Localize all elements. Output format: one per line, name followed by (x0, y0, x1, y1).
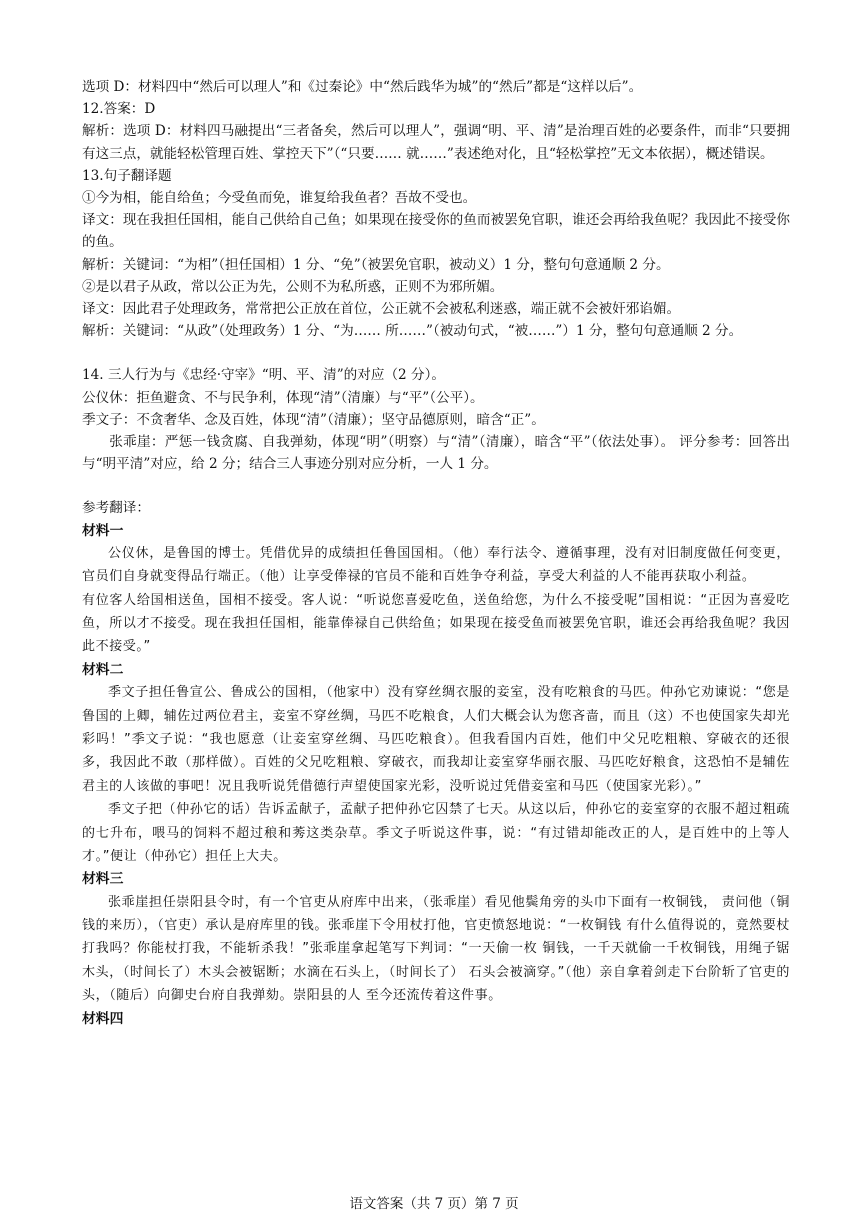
paragraph-spacer (82, 342, 790, 364)
paragraph: 张乖崖：严惩一钱贪腐、自我弹劾，体现“明”（明察）与“清”（清廉），暗含“平”（依法处事）。 评分参考：回答出与“明平清”对应，给 2 分；结合三人事迹分别对应分析，一人 1 分。 (82, 434, 790, 473)
paragraph-spacer (82, 475, 790, 497)
paragraph: 解析：关键词：“从政”（处理政务）1 分、“为…… 所……”（被动句式，“被……”）1 分，整句句意通顺 2 分。 (82, 323, 743, 340)
paragraph: 12.答案：D (82, 101, 156, 118)
translation-paragraph: 公仪休，是鲁国的博士。凭借优异的成绩担任鲁国国相。（他）奉行法令、遵循事理，没有对旧制度做任何变更，官员们自身就变得品行端正。（他）让享受俸禄的官员不能和百姓争夺利益，享受大利益的人不能再获取小利益。 (82, 545, 790, 585)
paragraph: 14. 三人行为与《忠经·守宰》“明、平、清”的对应（2 分）。 (82, 367, 445, 384)
paragraph: ①今为相，能自给鱼；今受鱼而免，谁复给我鱼者？吾故不受也。 (82, 190, 477, 207)
translation-paragraph: 季文子把（仲孙它的话）告诉孟献子，孟献子把仲孙它囚禁了七天。从这以后，仲孙它的妾室穿的衣服不超过粗疏的七升布，喂马的饲料不超过稂和莠这类杂草。季文子听说这件事，说：“有过错却能改正的人，是百姓中的上等人才。”便让（仲孙它）担任上大夫。 (82, 802, 790, 864)
paragraph: 解析：关键词：“为相”（担任国相）1 分、“免”（被罢免官职，被动义）1 分，整句句意通顺 2 分。 (82, 256, 670, 273)
material-heading: 材料一 (82, 522, 124, 539)
translation-paragraph: 有位客人给国相送鱼，国相不接受。客人说：“听说您喜爱吃鱼，送鱼给您，为什么不接受呢”国相说：“正因为喜爱吃鱼，所以才不接受。现在我担任国相，能靠俸禄自己供给鱼；如果现在接受鱼而被罢免官职，谁还会再给我鱼呢？我因此不接受。” (82, 592, 790, 655)
translation-paragraph: 季文子担任鲁宣公、鲁成公的国相，（他家中）没有穿丝绸衣服的妾室，没有吃粮食的马匹。仲孙它劝谏说：“您是鲁国的上卿，辅佐过两位君主，妾室不穿丝绸，马匹不吃粮食，人们大概会认为您吝啬，而且（这）不也使国家失却光彩吗！”季文子说：“我也愿意（让妾室穿丝绸、马匹吃粮食）。但我看国内百姓，他们中父兄吃粗粮、穿破衣的还很多，我因此不敢（那样做）。百姓的父兄吃粗粮、穿破衣，而我却让妾室穿华丽衣服、马匹吃好粮食，这恐怕不是辅佐君主的人该做的事吧！况且我听说凭借德行声望使国家光彩，没听说过凭借妾室和马匹（使国家光彩）。” (82, 685, 790, 794)
paragraph: 选项 D：材料四中“然后可以理人”和《过秦论》中“然后践华为城”的“然后”都是“这样以后”。 (82, 79, 643, 95)
paragraph: 译文：因此君子处理政务，常常把公正放在首位，公正就不会被私利迷惑，端正就不会被奸邪谄媚。 (82, 301, 681, 318)
material-heading: 材料三 (82, 871, 124, 888)
translation-paragraph: 张乖崖担任崇阳县令时，有一个官吏从府库中出来，（张乖崖）看见他鬓角旁的头巾下面有一枚铜钱， 责问他（铜钱的来历），（官吏）承认是府库里的钱。张乖崖下令用杖打他，官吏愤怒地说：“一枚铜钱 有什么值得说的，竟然要杖打我吗？你能杖打我，不能斩杀我！”张乖崖拿起笔写下判词：“一天偷一枚 铜钱，一千天就偷一千枚铜钱，用绳子锯木头，（时间长了）木头会被锯断；水滴在石头上，（时间长了） 石头会被滴穿。”（他）亲自拿着剑走下台阶斩了官吏的头，（随后）向御史台府自我弹劾。崇阳县的人 至今还流传着这件事。 (82, 894, 790, 1004)
material-heading: 材料四 (82, 1010, 124, 1027)
paragraph: 译文：现在我担任国相，能自己供给自己鱼；如果现在接受你的鱼而被罢免官职，谁还会再给我鱼呢？我因此不接受你的鱼。 (82, 212, 790, 251)
paragraph: ②是以君子从政，常以公正为先，公则不为私所惑，正则不为邪所媚。 (82, 278, 504, 295)
paragraph: 解析：选项 D：材料四马融提出“三者备矣，然后可以理人”，强调“明、平、清”是治理百姓的必要条件，而非“只要拥有这三点，就能轻松管理百姓、掌控天下”（“只要…… 就……”表述绝对化，且“轻松掌控”无文本依据），概述错误。 (82, 123, 790, 162)
section-label: 参考翻译： (82, 500, 150, 517)
paragraph: 公仪休：拒鱼避贪、不与民争利，体现“清”（清廉）与“平”（公平）。 (82, 389, 484, 406)
paragraph: 13.句子翻译题 (82, 167, 172, 184)
document-body (82, 76, 790, 1030)
material-heading: 材料二 (82, 661, 124, 678)
page-footer: 语文答案（共 7 页）第 7 页 (349, 1196, 519, 1212)
paragraph: 季文子：不贪奢华、念及百姓，体现“清”（清廉）；坚守品德原则，暗含“正”。 (82, 411, 545, 428)
